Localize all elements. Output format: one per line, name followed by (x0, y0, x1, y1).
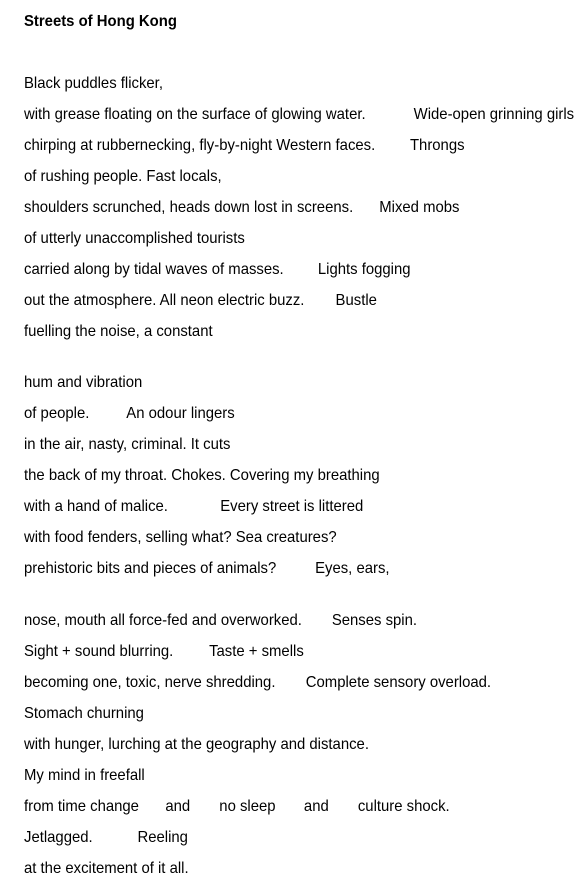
poem-line-text: Every street is littered (220, 498, 364, 515)
poem-line-text: Reeling (137, 829, 188, 846)
poem-line-text: My mind in freefall (24, 767, 145, 784)
poem-line-text: and (303, 798, 329, 815)
poem-line-text: Senses spin. (331, 612, 418, 629)
poem-line-text: with grease floating on the surface of glowing water. (24, 106, 366, 123)
poem-line-text: Throngs (409, 137, 465, 154)
poem-line-text: of utterly unaccomplished tourists (24, 230, 245, 247)
poem-line-text: chirping at rubbernecking, fly-by-night Western faces. (24, 137, 376, 154)
poem-line-text: from time change (24, 798, 139, 815)
poem-line-text: of people. (24, 405, 90, 422)
poem-line-text: Sight + sound blurring. (24, 643, 174, 660)
poem-line-text: Bustle (335, 292, 377, 309)
poem-line-text: Complete sensory overload. (305, 674, 492, 691)
poem-line-text: no sleep (219, 798, 276, 815)
poem-line-text: shoulders scrunched, heads down lost in screens. (24, 199, 354, 216)
poem-line-text: Black puddles flicker, (24, 75, 163, 92)
poem-line-text: and (165, 798, 191, 815)
poem-line-text: with hunger, lurching at the geography and distance. (24, 736, 369, 753)
poem-title: Streets of Hong Kong (24, 13, 177, 30)
poem-line-text: with food fenders, selling what? Sea creatures? (24, 529, 337, 546)
poem-line-text: Stomach churning (24, 705, 144, 722)
poem-line-text: of rushing people. Fast locals, (24, 168, 222, 185)
poem-line-text: nose, mouth all force-fed and overworked. (24, 612, 302, 629)
poem-line-text: with a hand of malice. (24, 498, 168, 515)
poem-line-text: Taste + smells (209, 643, 304, 660)
poem-line-text: out the atmosphere. All neon electric buzz. (24, 292, 305, 309)
poem-line-text: at the excitement of it all. (24, 860, 189, 877)
poem-line-text: fuelling the noise, a constant (24, 323, 213, 340)
poem-line-text: prehistoric bits and pieces of animals? (24, 560, 277, 577)
poem-line-text: Lights fogging (317, 261, 411, 278)
poem-line-text: culture shock. (357, 798, 450, 815)
poem-line-text: carried along by tidal waves of masses. (24, 261, 284, 278)
poem-line-text: Mixed mobs (379, 199, 460, 216)
poem-line-text: Jetlagged. (24, 829, 93, 846)
poem-line-text: Wide-open grinning girls (413, 106, 575, 123)
poem-line-text: becoming one, toxic, nerve shredding. (24, 674, 276, 691)
poem-line-text: hum and vibration (24, 374, 143, 391)
poem-line-text: Eyes, ears, (315, 560, 390, 577)
poem-line-text: An odour lingers (126, 405, 235, 422)
poem-line-text: in the air, nasty, criminal. It cuts (24, 436, 231, 453)
poem-line-text: the back of my throat. Chokes. Covering my breathing (24, 467, 380, 484)
